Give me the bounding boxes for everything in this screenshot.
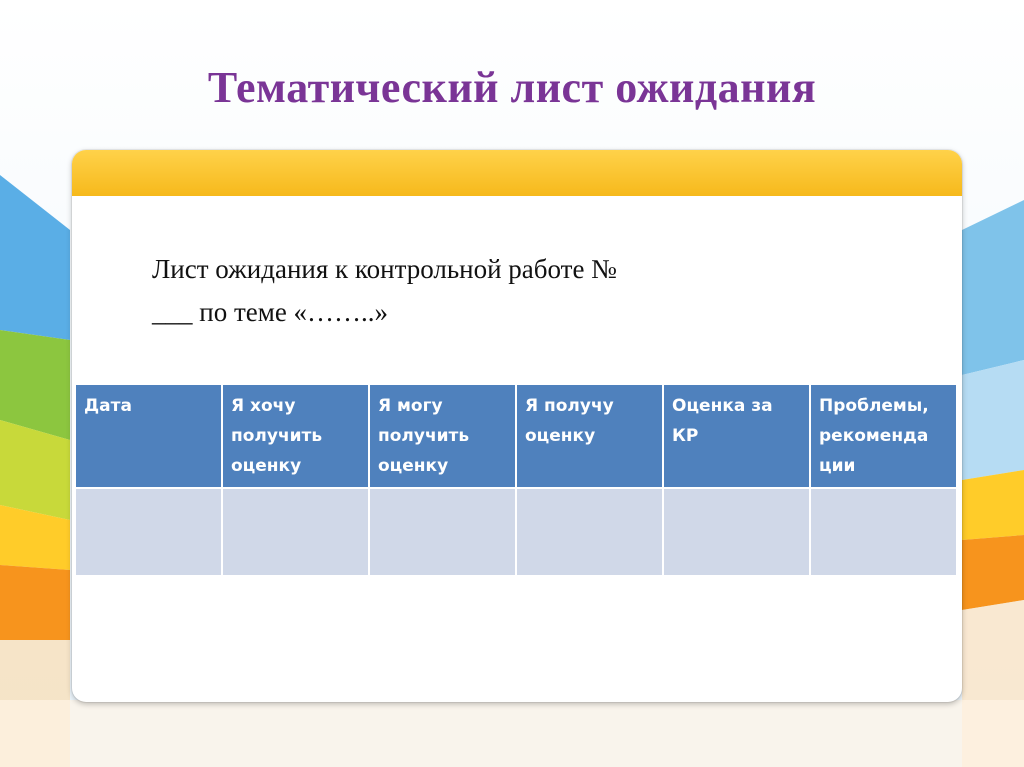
table-row (75, 488, 957, 576)
header-text: Я хочу (231, 396, 296, 416)
header-text: Я получу (525, 396, 614, 416)
worksheet-caption (152, 248, 772, 334)
header-date (75, 384, 222, 488)
header-text: Я могу (378, 396, 443, 416)
header-text: оценку (378, 456, 449, 476)
header-text: Проблемы, (819, 396, 929, 416)
header-text: оценку (231, 456, 302, 476)
table-header-row (75, 384, 957, 488)
header-can-grade (369, 384, 516, 488)
header-text: рекоменда (819, 426, 929, 446)
caption-line-1: Лист ожидания к контрольной работе № (152, 254, 617, 284)
table-cell[interactable] (222, 488, 369, 576)
slide-title: Тематический лист ожидания (207, 63, 817, 112)
table-cell[interactable] (663, 488, 810, 576)
card-header-band (72, 150, 962, 196)
header-text: оценку (525, 426, 596, 446)
caption-line-2: ___ по теме «……..» (152, 297, 389, 327)
table-cell[interactable] (516, 488, 663, 576)
header-text: Оценка за (672, 396, 773, 416)
table-cell[interactable] (75, 488, 222, 576)
expectation-table (74, 383, 958, 577)
header-text: КР (672, 426, 699, 446)
table-cell[interactable] (810, 488, 957, 576)
header-problems (810, 384, 957, 488)
header-want-grade (222, 384, 369, 488)
header-test-grade (663, 384, 810, 488)
header-text: получить (231, 426, 323, 446)
header-text: получить (378, 426, 470, 446)
header-text: Дата (84, 396, 132, 416)
header-text: ции (819, 456, 856, 476)
table-cell[interactable] (369, 488, 516, 576)
header-will-get-grade (516, 384, 663, 488)
content-card (72, 150, 962, 702)
